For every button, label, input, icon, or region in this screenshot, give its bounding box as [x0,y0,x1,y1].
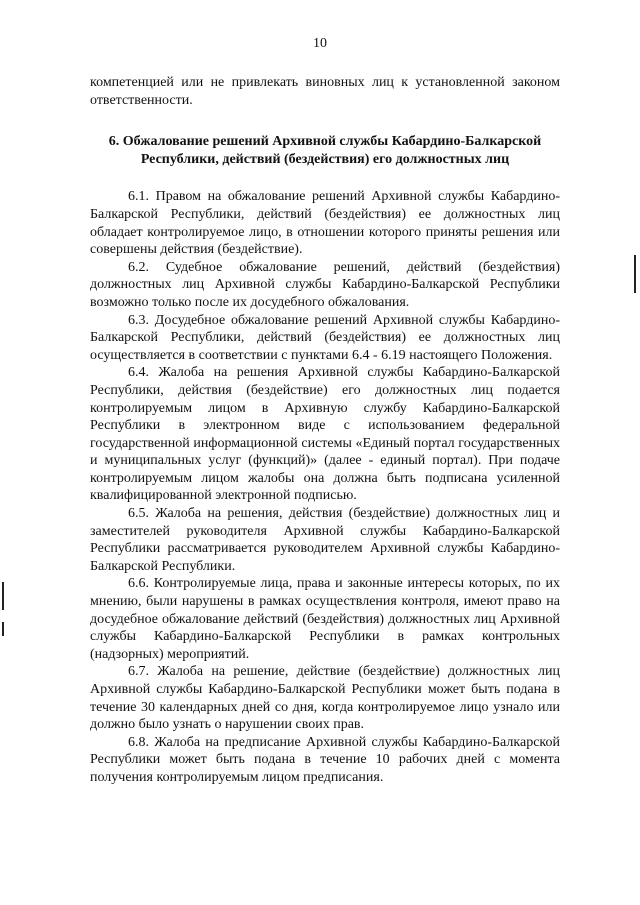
scan-mark-left-2 [2,622,4,636]
document-body [90,74,560,787]
intro-paragraph: компетенцией или не привлекать виновных лиц к установленной законом ответственности. [90,75,560,108]
scan-mark-right [634,255,636,293]
section-heading-line2: Республики, действий (бездействия) его должностных лиц [140,151,510,167]
section-heading-line1: 6. Обжалование решений Архивной службы Кабардино-Балкарской [108,134,542,150]
paragraph-6-7: 6.7. Жалоба на решение, действие (бездействие) должностных лиц Архивной службы Кабардино-Балкарской Республики может быть подана в течение 30 календарных дней со дня, когда контролируемое лицо узнало или должно было узнать о нарушении своих прав. [90,664,560,733]
section-heading [90,133,560,168]
paragraph-6-8: 6.8. Жалоба на предписание Архивной службы Кабардино-Балкарской Республики может быть подана в течение 10 рабочих дней с момента получения контролируемым лицом предписания. [90,734,560,785]
paragraph-6-6: 6.6. Контролируемые лица, права и законные интересы которых, по их мнению, были нарушены в рамках осуществления контроля, имеют право на досудебное обжалование действий (бездействия) должностных лиц Архивной службы Кабардино-Балкарской Республики в рамках контрольных (надзорных) мероприятий. [90,576,560,662]
page-number: 10 [313,36,327,51]
paragraph-6-5: 6.5. Жалоба на решения, действия (бездействие) должностных лиц и заместителей руководителя Архивной службы Кабардино-Балкарской Республики рассматривается руководителем Архивной службы Кабардино-Балкарской Республики. [90,506,560,574]
paragraph-6-2: 6.2. Судебное обжалование решений, действий (бездействия) должностных лиц Архивной службы Кабардино-Балкарской Республики возможно только после их досудебного обжалования. [90,259,560,310]
paragraph-6-4: 6.4. Жалоба на решения Архивной службы Кабардино-Балкарской Республики, действия (бездействие) его должностных лиц подается контролируемым лицом в Архивную службу Кабардино-Балкарской Республики в электронном виде с использованием федеральной государственной информационной системы «Единый портал государственных и муниципальных услуг (функций)» (далее - единый портал). При подаче контролируемым лицом жалобы она должна быть подписана усиленной квалифицированной электронной подписью. [90,365,560,504]
paragraph-6-3: 6.3. Досудебное обжалование решений Архивной службы Кабардино-Балкарской Республики, действий (бездействия) ее должностных лиц осуществляется в соответствии с пунктами 6.4 - 6.19 настоящего Положения. [90,312,560,363]
scan-mark-left-1 [2,582,4,610]
paragraph-6-1: 6.1. Правом на обжалование решений Архивной службы Кабардино-Балкарской Республики, действий (бездействия) ее должностных лиц обладает контролируемое лицо, в отношении которого приняты решения или совершены действия (бездействие). [90,189,560,258]
